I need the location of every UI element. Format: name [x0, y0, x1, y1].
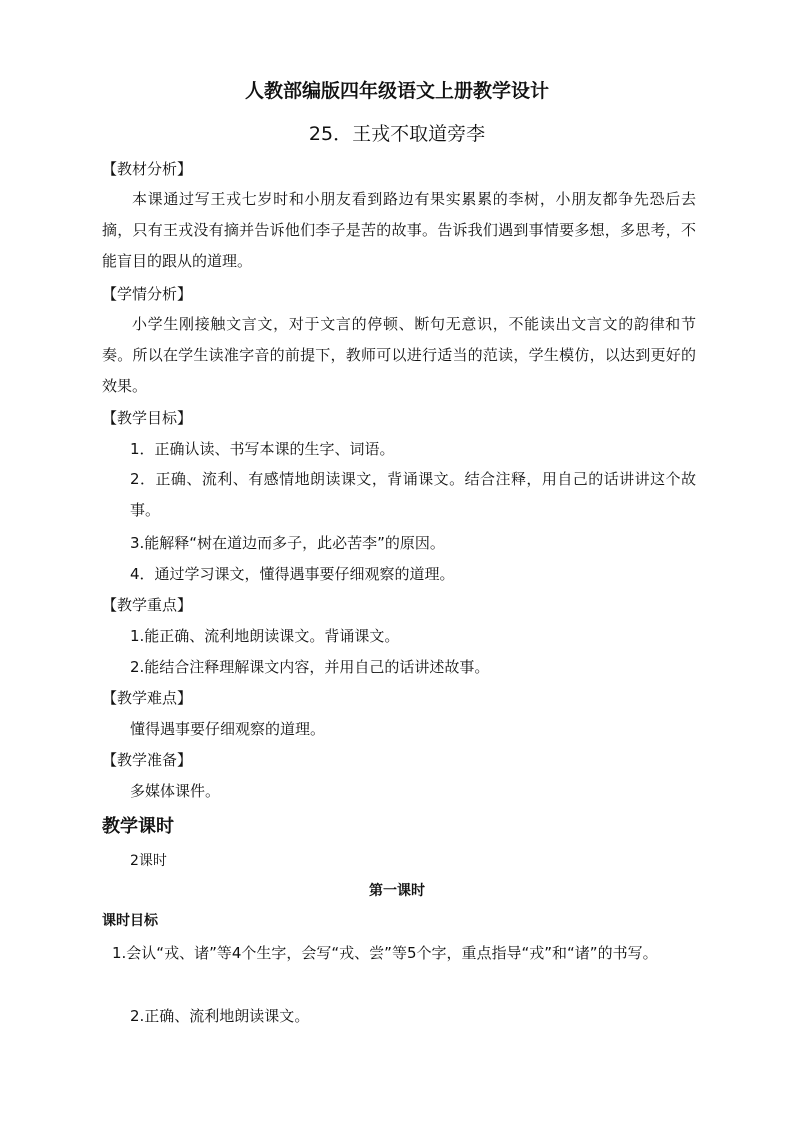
heading-teaching-goals: 【教学目标】: [102, 409, 193, 427]
paragraph-material-analysis: 本课通过写王戎七岁时和小朋友看到路边有果实累累的李树，小朋友都争先恐后去摘，只有王戎没有摘并告诉他们李子是苦的故事。告诉我们遇到事情要多想，多思考，不能盲目的跟从的道理。: [102, 190, 696, 270]
lesson-goal-1: [112, 938, 714, 969]
key-point-1: 1.能正确、流利地朗读课文。背诵课文。: [130, 627, 400, 645]
goal-item-4: 4．通过学习课文，懂得遇事要仔细观察的道理。: [130, 565, 455, 583]
goal-item-2: [130, 464, 696, 526]
lesson-goals-heading: 课时目标: [102, 913, 158, 929]
heading-preparation: 【教学准备】: [102, 751, 193, 769]
goal-item-2-text: 2．正确、流利、有感情地朗读课文，背诵课文。结合注释，用自己的话讲讲这个故事。: [130, 470, 696, 519]
paragraph-student-analysis: 小学生刚接触文言文，对于文言的停顿、断句无意识，不能读出文言文的韵律和节奏。所以在学生读准字音的前提下，教师可以进行适当的范读，学生模仿，以达到更好的效果。: [102, 315, 696, 395]
difficulty-text: 懂得遇事要仔细观察的道理。: [130, 720, 326, 738]
heading-class-hours: 教学课时: [102, 816, 174, 837]
key-point-2: 2.能结合注释理解课文内容，并用自己的话讲述故事。: [130, 658, 490, 676]
preparation-text: 多媒体课件。: [130, 782, 221, 800]
lesson-goal-2: 2.正确、流利地朗读课文。: [130, 1007, 310, 1025]
document-title: 人教部编版四年级语文上册教学设计: [244, 80, 549, 102]
goal-item-3: 3.能解释“树在道边而多子，此必苦李”的原因。: [130, 534, 445, 552]
heading-key-points: 【教学重点】: [102, 596, 193, 614]
class-hours-value: 2课时: [130, 853, 167, 869]
lesson-goal-1-text: 1.会认“戎、诸”等4个生字，会写“戎、尝”等5个字，重点指导“戎”和“诸”的书写。: [112, 944, 658, 962]
heading-student-analysis: 【学情分析】: [102, 285, 193, 303]
heading-material-analysis: 【教材分析】: [102, 160, 193, 178]
goal-item-1: 1．正确认读、书写本课的生字、词语。: [130, 440, 395, 458]
heading-difficulties: 【教学难点】: [102, 689, 193, 707]
lesson-subtitle: 25．王戎不取道旁李: [308, 123, 486, 145]
lesson-one-title: 第一课时: [369, 883, 425, 899]
